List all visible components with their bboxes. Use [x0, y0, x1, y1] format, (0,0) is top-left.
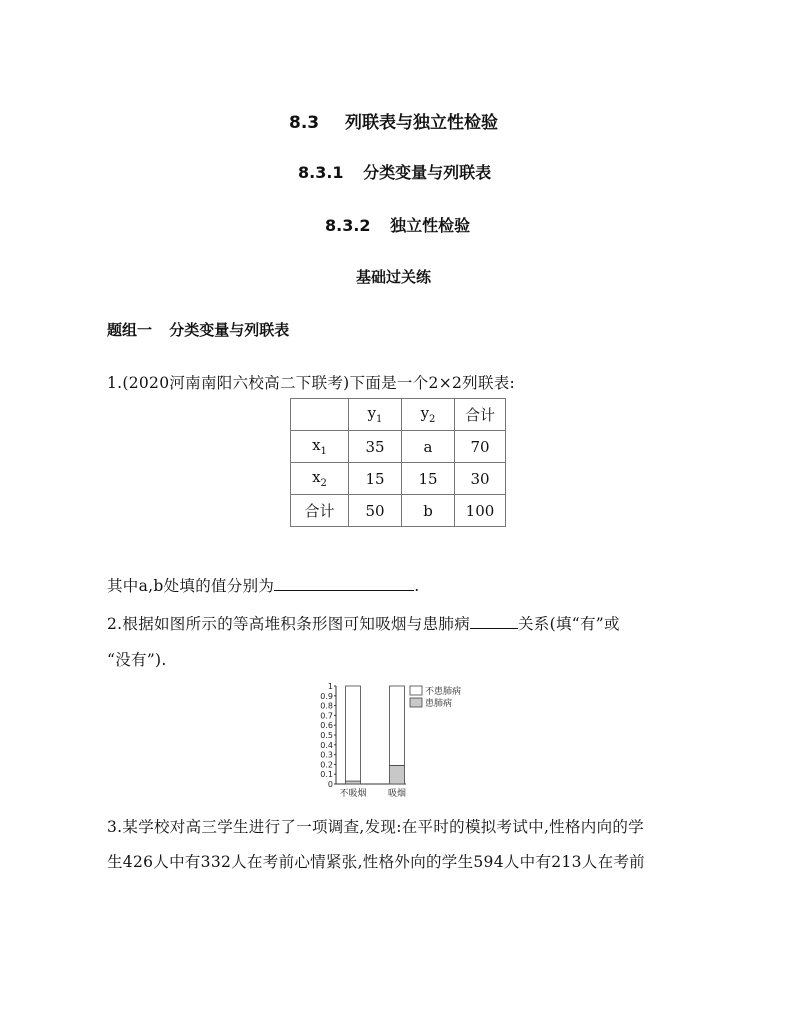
group-label: 题组一: [107, 321, 153, 339]
subsection-title-2: [325, 213, 470, 236]
y-tick-label: 0.9: [320, 691, 333, 701]
table-cell: 35: [349, 431, 402, 463]
table-cell: 30: [455, 463, 506, 495]
section-title-text: 列联表与独立性检验: [345, 113, 499, 133]
table-row: [291, 463, 506, 495]
section-number: 8.3: [289, 113, 320, 133]
table-header-row: [291, 399, 506, 431]
y-tick-label: 0.4: [320, 740, 333, 750]
legend-swatch: [410, 698, 422, 707]
group-heading: [107, 319, 289, 340]
y-tick-label: 0.7: [320, 711, 333, 721]
subsection-number-1: 8.3.1: [298, 163, 344, 182]
legend-swatch: [410, 686, 422, 695]
table-header-cell-empty: [291, 399, 349, 431]
table-cell: b: [402, 495, 455, 527]
subsection-text-2: 独立性检验: [390, 216, 471, 235]
bar-segment: [346, 781, 361, 784]
y-tick-label: 0.2: [320, 760, 333, 770]
question-1-tail-text: 其中a,b处填的值分别为: [107, 577, 275, 595]
subsection-number-2: 8.3.2: [325, 216, 371, 235]
y-tick-label: 0: [327, 780, 333, 789]
question-2-text-a: 2.根据如图所示的等高堆积条形图可知吸烟与患肺病: [107, 615, 470, 633]
answer-blank-2[interactable]: [470, 614, 518, 629]
legend-label: 不患肺病: [425, 687, 462, 697]
x-category-label: 不吸烟: [339, 789, 367, 799]
table-header-cell-total: 合计: [455, 399, 506, 431]
y-tick-label: 0.1: [320, 770, 333, 780]
bar-segment: [390, 765, 405, 784]
section-title: [289, 108, 498, 133]
table-row-label: $x_1$: [291, 431, 349, 463]
subsection-title-1: [298, 160, 491, 183]
table-header-cell-y2: $y_2$: [402, 399, 455, 431]
practice-heading: 基础过关练: [356, 268, 432, 286]
table-row-label: $x_2$: [291, 463, 349, 495]
question-2-line-1: [107, 612, 620, 634]
question-1-tail: [107, 574, 419, 596]
question-1-stem: 1.(2020河南南阳六校高二下联考)下面是一个2×2列联表:: [107, 374, 516, 392]
group-text: 分类变量与列联表: [169, 321, 290, 339]
question-1-tail-end: .: [414, 577, 420, 595]
table-cell: 15: [402, 463, 455, 495]
answer-blank-1[interactable]: [274, 576, 414, 591]
y-tick-label: 0.3: [320, 750, 333, 760]
table-row: [291, 431, 506, 463]
y-tick-label: 0.8: [320, 701, 333, 711]
table-cell: 15: [349, 463, 402, 495]
table-header-cell-y1: $y_1$: [349, 399, 402, 431]
table-cell: a: [402, 431, 455, 463]
contingency-table: [290, 398, 506, 527]
question-2-text-b: 关系(填“有”或: [518, 615, 620, 633]
question-2-line-2: “没有”).: [107, 651, 167, 669]
x-category-label: 吸烟: [387, 789, 407, 799]
table-cell: 50: [349, 495, 402, 527]
table-row-label: 合计: [291, 495, 349, 527]
bar-segment: [390, 686, 405, 765]
subsection-text-1: 分类变量与列联表: [363, 163, 492, 182]
table-cell: 100: [455, 495, 506, 527]
y-tick-label: 0.5: [320, 731, 333, 740]
y-tick-label: 0.6: [320, 721, 333, 731]
table-row: [291, 495, 506, 527]
question-3-line-2: 生426人中有332人在考前心情紧张,性格外向的学生594人中有213人在考前: [107, 853, 645, 871]
legend-label: 患肺病: [425, 699, 453, 709]
y-tick-label: 1: [327, 682, 333, 691]
bar-segment: [346, 686, 361, 781]
stacked-bar-chart: [310, 678, 485, 802]
table-cell: 70: [455, 431, 506, 463]
question-3-line-1: 3.某学校对高三学生进行了一项调查,发现:在平时的模拟考试中,性格内向的学: [107, 818, 644, 836]
